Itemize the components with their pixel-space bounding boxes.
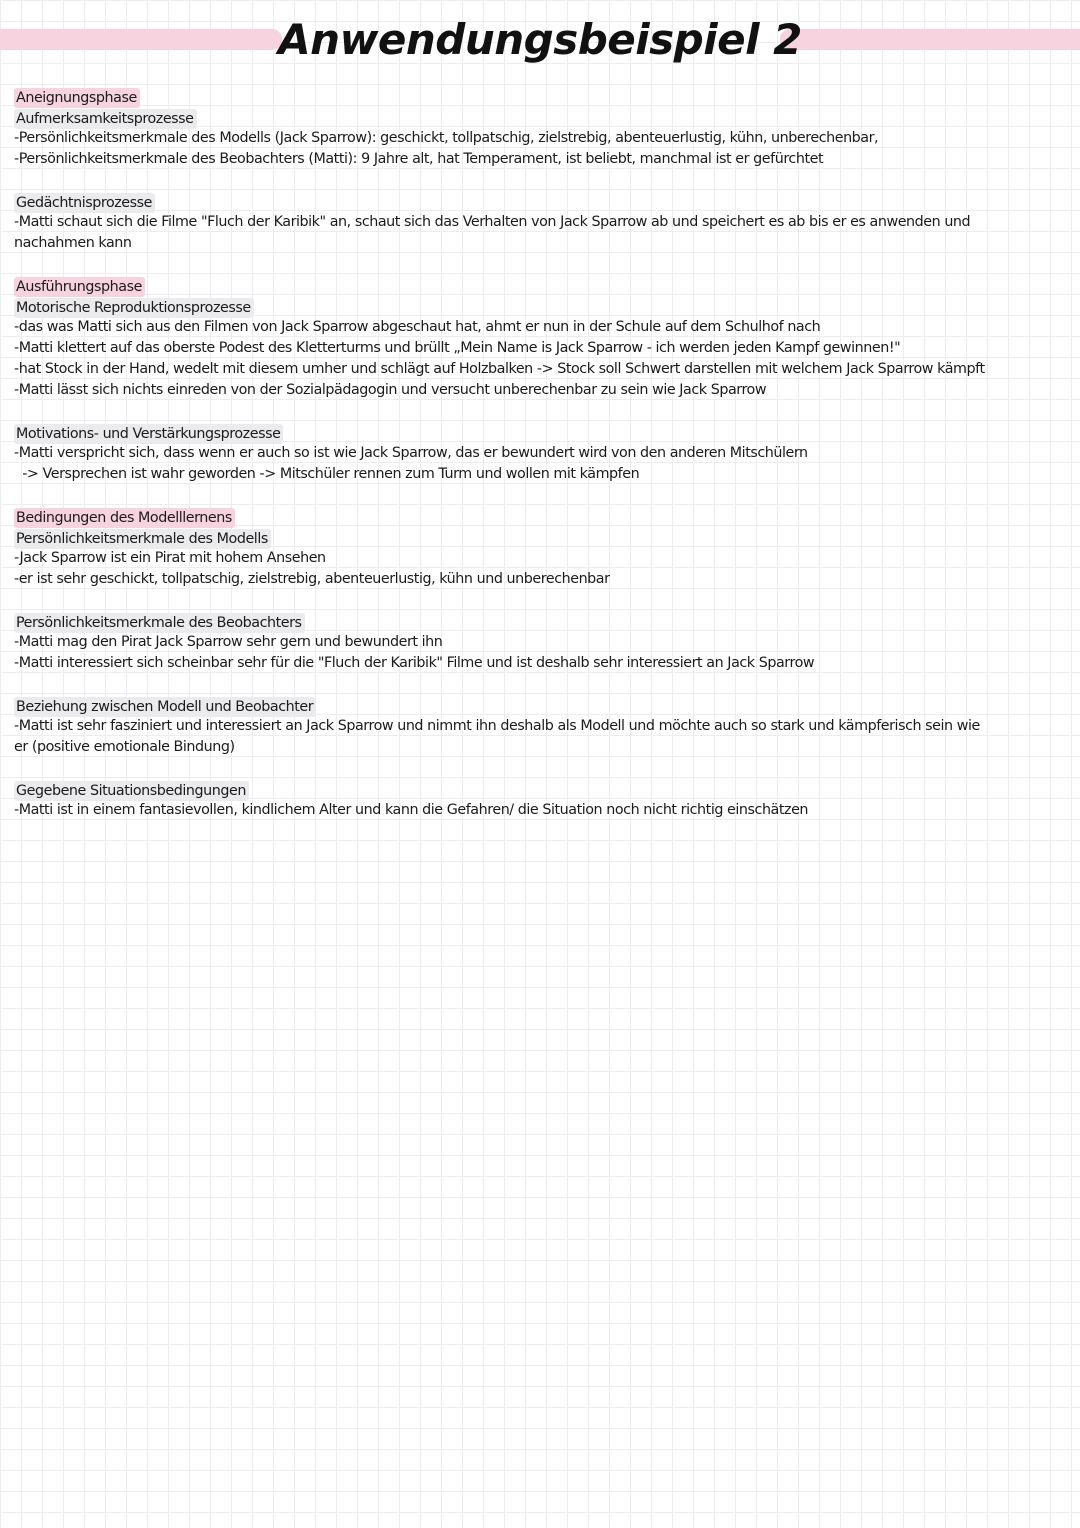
section-ausfuehrungsphase [14, 275, 1054, 401]
page-title: Anwendungsbeispiel 2 [278, 15, 802, 64]
text-line: -Persönlichkeitsmerkmale des Beobachters (Matti): 9 Jahre alt, hat Temperament, ist beliebt, manchmal ist er gefürchtet [14, 151, 824, 167]
section-aneignungsphase [14, 86, 1054, 170]
block-heading: Motivations- und Verstärkungsprozesse [14, 424, 283, 444]
text-line: -Persönlichkeitsmerkmale des Modells (Jack Sparrow): geschickt, tollpatschig, zielstrebig, abenteuerlustig, kühn, unberechenbar, [14, 130, 879, 146]
text-line: -Matti ist sehr fasziniert und interessiert an Jack Sparrow und nimmt ihn deshalb als Modell und möchte auch so stark und kämpferisch sein wie [14, 718, 980, 734]
text-line: -Jack Sparrow ist ein Pirat mit hohem Ansehen [14, 550, 326, 566]
text-line: -Matti mag den Pirat Jack Sparrow sehr gern und bewundert ihn [14, 634, 443, 650]
section-heading: Ausführungsphase [14, 277, 145, 297]
text-line: -Matti verspricht sich, dass wenn er auch so ist wie Jack Sparrow, das er bewundert wird von den anderen Mitschülern [14, 445, 808, 461]
block-heading: Persönlichkeitsmerkmale des Modells [14, 529, 271, 549]
block-motivationsprozesse [14, 422, 1054, 485]
text-line: -> Versprechen ist wahr geworden -> Mitschüler rennen zum Turm und wollen mit kämpfen [14, 466, 640, 482]
block-situationsbedingungen [14, 779, 1054, 821]
block-heading: Persönlichkeitsmerkmale des Beobachters [14, 613, 305, 633]
block-beziehung [14, 695, 1054, 758]
block-heading: Gedächtnisprozesse [14, 193, 155, 213]
block-heading: Beziehung zwischen Modell und Beobachter [14, 697, 316, 717]
text-line: -Matti interessiert sich scheinbar sehr für die "Fluch der Karibik" Filme und ist deshalb sehr interessiert an Jack Sparrow [14, 655, 815, 671]
text-line: -hat Stock in der Hand, wedelt mit diesem umher und schlägt auf Holzbalken -> Stock soll Schwert darstellen mit welchem Jack Sparrow kämpft [14, 361, 985, 377]
text-line: er (positive emotionale Bindung) [14, 739, 235, 755]
text-line: -er ist sehr geschickt, tollpatschig, zielstrebig, abenteuerlustig, kühn und unberechenbar [14, 571, 610, 587]
notes-content [14, 86, 1054, 842]
block-heading: Motorische Reproduktionsprozesse [14, 298, 254, 318]
text-line: nachahmen kann [14, 235, 132, 251]
text-line: -Matti klettert auf das oberste Podest des Kletterturms und brüllt „Mein Name is Jack Sparrow - ich werden jeden Kampf gewinnen!" [14, 340, 901, 356]
section-heading: Bedingungen des Modelllernens [14, 508, 235, 528]
section-bedingungen [14, 506, 1054, 590]
block-gedaechtnisprozesse [14, 191, 1054, 254]
block-beobachter-merkmale [14, 611, 1054, 674]
text-line: -Matti lässt sich nichts einreden von der Sozialpädagogin und versucht unberechenbar zu sein wie Jack Sparrow [14, 382, 767, 398]
text-line: -Matti schaut sich die Filme "Fluch der Karibik" an, schaut sich das Verhalten von Jack Sparrow ab und speichert es ab bis er es anwenden und [14, 214, 971, 230]
section-heading: Aneignungsphase [14, 88, 140, 108]
block-heading: Gegebene Situationsbedingungen [14, 781, 249, 801]
text-line: -das was Matti sich aus den Filmen von Jack Sparrow abgeschaut hat, ahmt er nun in der Schule auf dem Schulhof nach [14, 319, 821, 335]
text-line: -Matti ist in einem fantasievollen, kindlichem Alter und kann die Gefahren/ die Situation noch nicht richtig einschätzen [14, 802, 809, 818]
block-heading: Aufmerksamkeitsprozesse [14, 109, 197, 129]
